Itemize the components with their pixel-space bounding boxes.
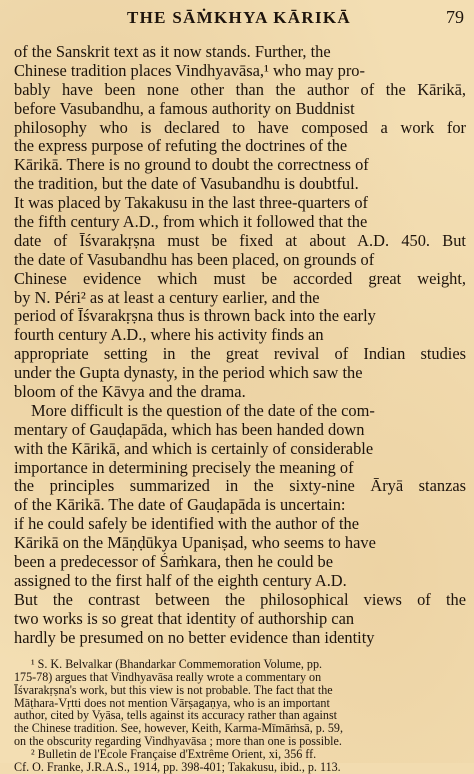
text-line: the date of Vasubandhu has been placed, on grounds of (14, 250, 375, 269)
footnote-line: Īśvarakṛṣna's work, but this view is not probable. The fact that the (14, 683, 333, 697)
text-line: But the contrast between the philosophical views of the (14, 590, 466, 609)
text-line: Kārikā. There is no ground to doubt the correctness of (14, 156, 369, 175)
text-line: by N. Péri² as at least a century earlier, and the (14, 288, 320, 307)
text-line: Chinese tradition places Vindhyavāsa,¹ who may pro- (14, 61, 365, 80)
text-line: bably have been none other than the author of the Kārikā, (14, 80, 466, 99)
text-line: It was placed by Takakusu in the last three-quarters of (14, 194, 369, 213)
footnote-line: on the obscurity regarding Vindhyavāsa ; more than one is possible. (14, 735, 342, 748)
text-line: mentary of Gauḍapāda, which has been handed down (14, 420, 365, 439)
text-line: of the Kārikā. The date of Gauḍapāda is uncertain: (14, 496, 346, 515)
text-line: the tradition, but the date of Vasubandhu is doubtful. (14, 175, 359, 194)
text-line: period of Īśvarakṛṣna thus is thrown back into the early (14, 307, 376, 326)
body-text (14, 43, 466, 648)
text-line: of the Sanskrit text as it now stands. Further, the (14, 43, 331, 61)
footnote-line: Māṭhara-Vṛtti does not mention Vārṣagaṇya, who is an important (14, 696, 330, 710)
text-line: philosophy who is declared to have composed a work for (14, 118, 466, 137)
text-line: appropriate setting in the great revival of Indian studies (14, 345, 466, 364)
text-line: the express purpose of refuting the doctrines of the (14, 137, 348, 156)
text-line: assigned to the first half of the eighth century A.D. (14, 571, 347, 590)
footnote-line: ² Bulletin de l'Ecole Française d'Extrême Orient, xi, 356 ff. (31, 747, 317, 761)
text-line: if he could safely be identified with the author of the (14, 515, 360, 534)
text-line: bloom of the Kāvya and the drama. (14, 383, 246, 402)
footnote-line: 175-78) argues that Vindhyavāsa really wrote a commentary on (14, 670, 322, 684)
text-line: hardly be presumed on no better evidence than identity (14, 628, 375, 647)
text-line: been a predecessor of Śaṁkara, then he could be (14, 553, 334, 572)
page-header (14, 4, 464, 28)
text-line: importance in determining precisely the meaning of (14, 458, 354, 477)
text-line: two works is so great that identity of authorship can (14, 609, 355, 628)
text-line: Chinese evidence which must be accorded great weight, (14, 269, 466, 288)
page-number: 79 (446, 7, 464, 27)
footnote-line: author, cited by Vyāsa, tells against its accuracy rather than against (14, 709, 338, 723)
text-line: before Vasubandhu, a famous authority on Buddnist (14, 99, 355, 118)
running-title: THE SĀṀKHYA KĀRIKĀ (127, 8, 351, 27)
text-line: the principles summarized in the sixty-nine Āryā stanzas (14, 477, 466, 496)
footnote-line: Cf. O. Franke, J.R.A.S., 1914, pp. 398-401; Takakusu, ibid., p. 113. (14, 760, 341, 774)
text-line: with the Kārikā, and which is certainly of considerable (14, 439, 374, 458)
text-line: under the Gupta dynasty, in the period which saw the (14, 364, 363, 383)
footnote-line: ¹ S. K. Belvalkar (Bhandarkar Commemoration Volume, pp. (31, 658, 323, 671)
text-line: date of Īśvarakṛṣna must be fixed at about A.D. 450. But (14, 231, 466, 250)
text-line: More difficult is the question of the date of the com- (31, 401, 375, 420)
footnotes (14, 658, 466, 774)
text-line: fourth century A.D., where his activity finds an (14, 326, 324, 345)
text-line: Kārikā on the Māṇḍūkya Upaniṣad, who seems to have (14, 534, 376, 553)
footnote-line: the Chinese tradition. See, however, Keith, Karma-Mīmāṁsā, p. 59, (14, 722, 343, 736)
text-line: the fifth century A.D., from which it followed that the (14, 213, 368, 232)
